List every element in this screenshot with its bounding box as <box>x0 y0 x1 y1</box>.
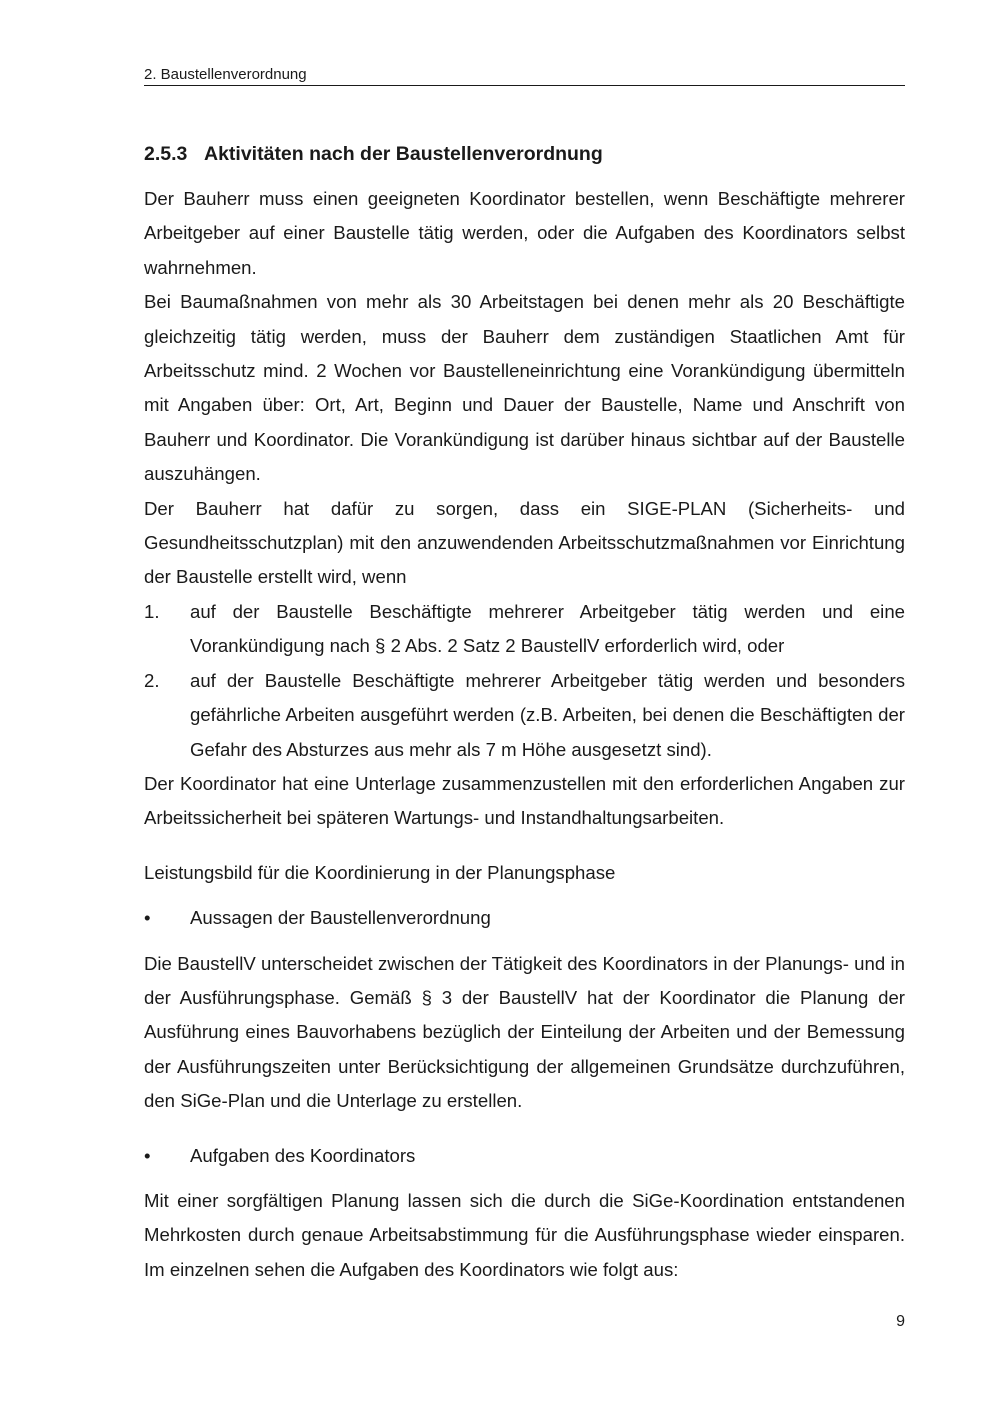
body-text <box>144 182 905 1287</box>
numbered-list-item <box>144 595 905 664</box>
page-number: 9 <box>896 1313 905 1330</box>
section-heading <box>144 142 603 166</box>
paragraph-sige-plan: Der Bauherr hat dafür zu sorgen, dass ein SIGE-PLAN (Sicherheits- und Gesundheitsschutzplan) mit den anzuwendenden Arbeitsschutzmaßnahmen vor Einrichtung der Baustelle erstellt wird, wenn <box>144 497 905 588</box>
section-number: 2.5.3 <box>144 143 188 165</box>
list-number: 2. <box>144 669 160 691</box>
numbered-list-item <box>144 664 905 767</box>
bullet-icon: • <box>144 1144 151 1166</box>
bullet-icon: • <box>144 907 151 929</box>
section-title: Aktivitäten nach der Baustellenverordnung <box>204 143 603 165</box>
list-item-text: auf der Baustelle Beschäftigte mehrerer Arbeitgeber tätig werden und eine Vorankündigung nach § 2 Abs. 2 Satz 2 BaustellV erforderlich wird, oder <box>190 600 905 657</box>
list-item-text: auf der Baustelle Beschäftigte mehrerer Arbeitgeber tätig werden und besonders gefährliche Arbeiten ausgeführt werden (z.B. Arbeiten, bei denen die Beschäftigten der Gefahr des Absturzes aus mehr als 7 m Höhe ausgesetzt sind). <box>190 669 905 760</box>
bullet-text: Aussagen der Baustellenverordnung <box>190 907 491 929</box>
paragraph-service-profile: Leistungsbild für die Koordinierung in der Planungsphase <box>144 861 616 883</box>
paragraph-pre-announcement: Bei Baumaßnahmen von mehr als 30 Arbeitstagen bei denen mehr als 20 Beschäftigte gleichzeitig tätig werden, muss der Bauherr dem zuständigen Staatlichen Amt für Arbeitsschutz mind. 2 Wochen vor Baustelleneinrichtung eine Vorankündigung übermitteln mit Angaben über: Ort, Art, Beginn und Dauer der Baustelle, Name und Anschrift von Bauherr und Koordinator. Die Vorankündigung ist darüber hinaus sichtbar auf der Baustelle auszuhängen. <box>144 291 905 485</box>
paragraph-coordinator-tasks: Mit einer sorgfältigen Planung lassen sich die durch die SiGe-Koordination entstandenen Mehrkosten durch genaue Arbeitsabstimmung für die Ausführungsphase wieder einsparen. Im einzelnen sehen die Aufgaben des Koordinators wie folgt aus: <box>144 1189 905 1280</box>
bullet-item <box>144 1139 905 1173</box>
list-number: 1. <box>144 600 160 622</box>
paragraph-documentation: Der Koordinator hat eine Unterlage zusammenzustellen mit den erforderlichen Angaben zur Arbeitssicherheit bei späteren Wartungs- und Instandhaltungsarbeiten. <box>144 772 905 829</box>
paragraph-coordinator-appointment: Der Bauherr muss einen geeigneten Koordinator bestellen, wenn Beschäftigte mehrerer Arbeitgeber auf einer Baustelle tätig werden, oder die Aufgaben des Koordinators selbst wahrnehmen. <box>144 188 905 278</box>
bullet-text: Aufgaben des Koordinators <box>190 1144 416 1166</box>
bullet-item <box>144 901 905 935</box>
paragraph-planning-phase: Die BaustellV unterscheidet zwischen der Tätigkeit des Koordinators in der Planungs- und in der Ausführungsphase. Gemäß § 3 der BaustellV hat der Koordinator die Planung der Ausführung eines Bauvorhabens bezüglich der Einteilung der Arbeiten und der Bemessung der Ausführungszeiten unter Berücksichtigung der allgemeinen Grundsätze durchzuführen, den SiGe-Plan und die Unterlage zu erstellen. <box>144 952 905 1112</box>
running-header: 2. Baustellenverordnung <box>144 66 905 86</box>
